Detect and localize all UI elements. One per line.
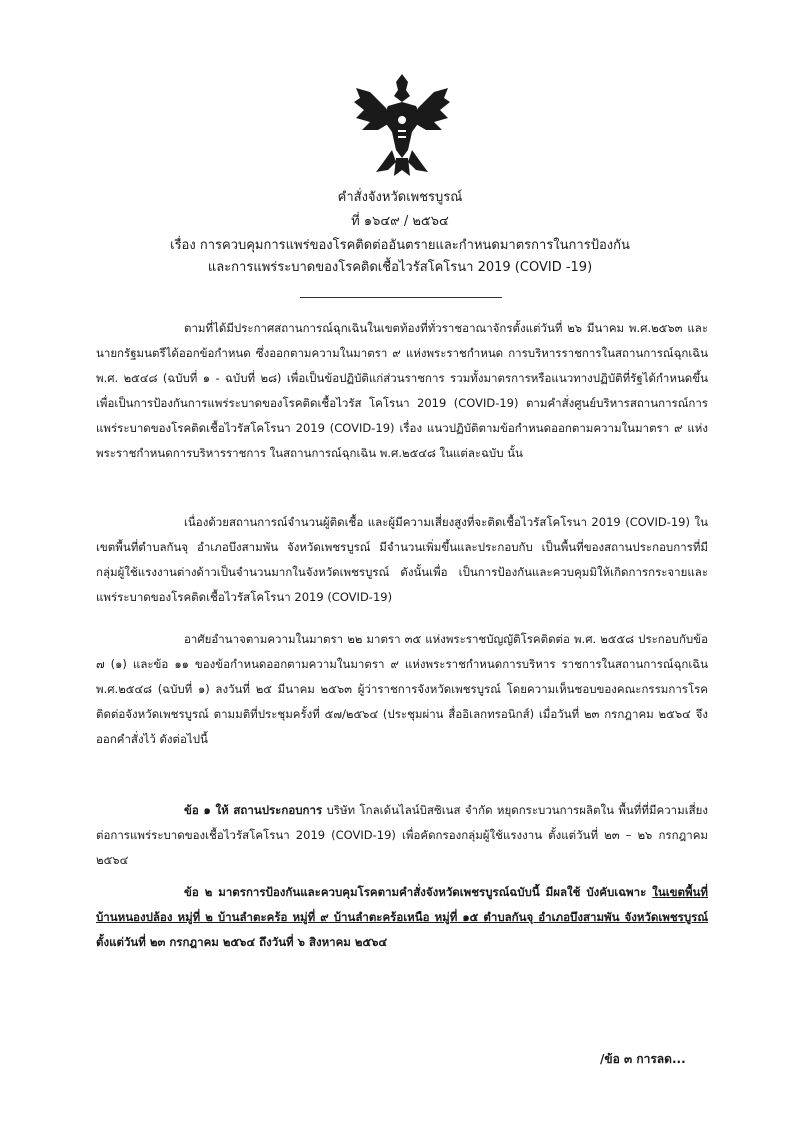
- clause-1-text: บริษัท โกลเด้นไลน์บิสซิเนส จำกัด หยุดกระบวนการผลิตใน พื้นที่ที่มีความเสี่ยงต่อการแพร่ระบาดของเชื้อไวรัสโคโรนา 2019 (COVID-19) เพื่อคัดกรองกลุ่มผู้ใช้แรงงาน ตั้งแต่วันที่ ๒๓ – ๒๖ กรกฎาคม ๒๕๖๔: [96, 803, 709, 867]
- paragraph-situation: เนื่องด้วยสถานการณ์จำนวนผู้ติดเชื้อ และผู้มีความเสี่ยงสูงที่จะติดเชื้อไวรัสโคโรนา 2019 (COVID-19) ในเขตพื้นที่ตำบลกันจุ อำเภอบึงสามพัน จังหวัดเพชรบูรณ์ มีจำนวนเพิ่มขึ้นและประกอบกับ เป็นพื้นที่ของสถานประกอบการที่มีกลุ่มผู้ใช้แรงงานต่างด้าวเป็นจำนวนมากในจังหวัดเพชรบูรณ์ ดังนั้นเพื่อ เป็นการป้องกันและควบคุมมิให้เกิดการกระจายและแพร่ระบาดของโรคติดเชื้อไวรัสโคโรนา 2019 (COVID-19): [96, 515, 708, 604]
- garuda-emblem-icon: [352, 72, 452, 177]
- clause-2: [96, 880, 708, 955]
- order-number: ที่ ๑๖๔๙ / ๒๕๖๔: [351, 214, 449, 229]
- clause-2-dates: ตั้งแต่วันที่ ๒๓ กรกฎาคม ๒๕๖๔ ถึงวันที่ ๖ สิงหาคม ๒๕๖๔: [96, 935, 388, 949]
- clause-2-text: ข้อ ๒ มาตรการป้องกันและควบคุมโรคตามคำสั่งจังหวัดเพชรบูรณ์ฉบับนี้ มีผลใช้ บังคับเฉพาะ: [184, 885, 653, 899]
- continuation-note: /ข้อ ๓ การลด...: [600, 1052, 686, 1066]
- clause-1-lead: ข้อ ๑ ให้ สถานประกอบการ: [184, 803, 323, 817]
- order-subject-line-1: เรื่อง การควบคุมการแพร่ของโรคติดต่ออันตรายและกำหนดมาตรการในการป้องกัน: [170, 238, 630, 253]
- order-subject-line-2: และการแพร่ระบาดของโรคติดเชื้อไวรัสโคโรนา 2019 (COVID -19): [207, 260, 593, 275]
- clause-1: [96, 798, 708, 873]
- title-divider: [300, 297, 502, 298]
- paragraph-authority: อาศัยอำนาจตามความในมาตรา ๒๒ มาตรา ๓๕ แห่งพระราชบัญญัติโรคติดต่อ พ.ศ. ๒๕๕๘ ประกอบกับข้อ ๗ (๑) และข้อ ๑๑ ของข้อกำหนดออกตามความในมาตรา ๙ แห่งพระราชกำหนดการบริหาร ราชการในสถานการณ์ฉุกเฉิน พ.ศ.๒๕๔๘ (ฉบับที่ ๑) ลงวันที่ ๒๕ มีนาคม ๒๕๖๓ ผู้ว่าราชการจังหวัดเพชรบูรณ์ โดยความเห็นชอบของคณะกรรมการโรคติดต่อจังหวัดเพชรบูรณ์ ตามมติที่ประชุมครั้งที่ ๕๗/๒๕๖๔ (ประชุมผ่าน สื่ออิเลกทรอนิกส์) เมื่อวันที่ ๒๓ กรกฎาคม ๒๕๖๔ จึงออกคำสั่งไว้ ดังต่อไปนี้: [96, 632, 708, 746]
- paragraph-background: ตามที่ได้มีประกาศสถานการณ์ฉุกเฉินในเขตท้องที่ทั่วราชอาณาจักรตั้งแต่วันที่ ๒๖ มีนาคม พ.ศ.๒๕๖๓ และนายกรัฐมนตรีได้ออกข้อกำหนด ซึ่งออกตามความในมาตรา ๙ แห่งพระราชกำหนด การบริหารราชการในสถานการณ์ฉุกเฉิน พ.ศ. ๒๕๔๘ (ฉบับที่ ๑ - ฉบับที่ ๒๘) เพื่อเป็นข้อปฏิบัติแก่ส่วนราชการ รวมทั้งมาตรการหรือแนวทางปฏิบัติที่รัฐได้กำหนดขึ้นเพื่อเป็นการป้องกันการแพร่ระบาดของโรคติดเชื้อไวรัส โคโรนา 2019 (COVID-19) ตามคำสั่งศูนย์บริหารสถานการณ์การแพร่ระบาดของโรคติดเชื้อไวรัสโคโรนา 2019 (COVID-19) เรื่อง แนวปฏิบัติตามข้อกำหนดออกตามความในมาตรา ๙ แห่งพระราชกำหนดการบริหารราชการ ในสถานการณ์ฉุกเฉิน พ.ศ.๒๕๔๘ ในแต่ละฉบับ นั้น: [96, 321, 708, 460]
- clause-2-area: ในเขตพื้นที่ บ้านหนองปล้อง หมู่ที่ ๒ บ้านลำตะคร้อ หมู่ที่ ๙ บ้านลำตะคร้อเหนือ หมู่ที่ ๑๕ ตำบลกันจุ อำเภอบึงสามพัน จังหวัดเพชรบูรณ์: [96, 885, 708, 924]
- order-title: คำสั่งจังหวัดเพชรบูรณ์: [337, 190, 463, 205]
